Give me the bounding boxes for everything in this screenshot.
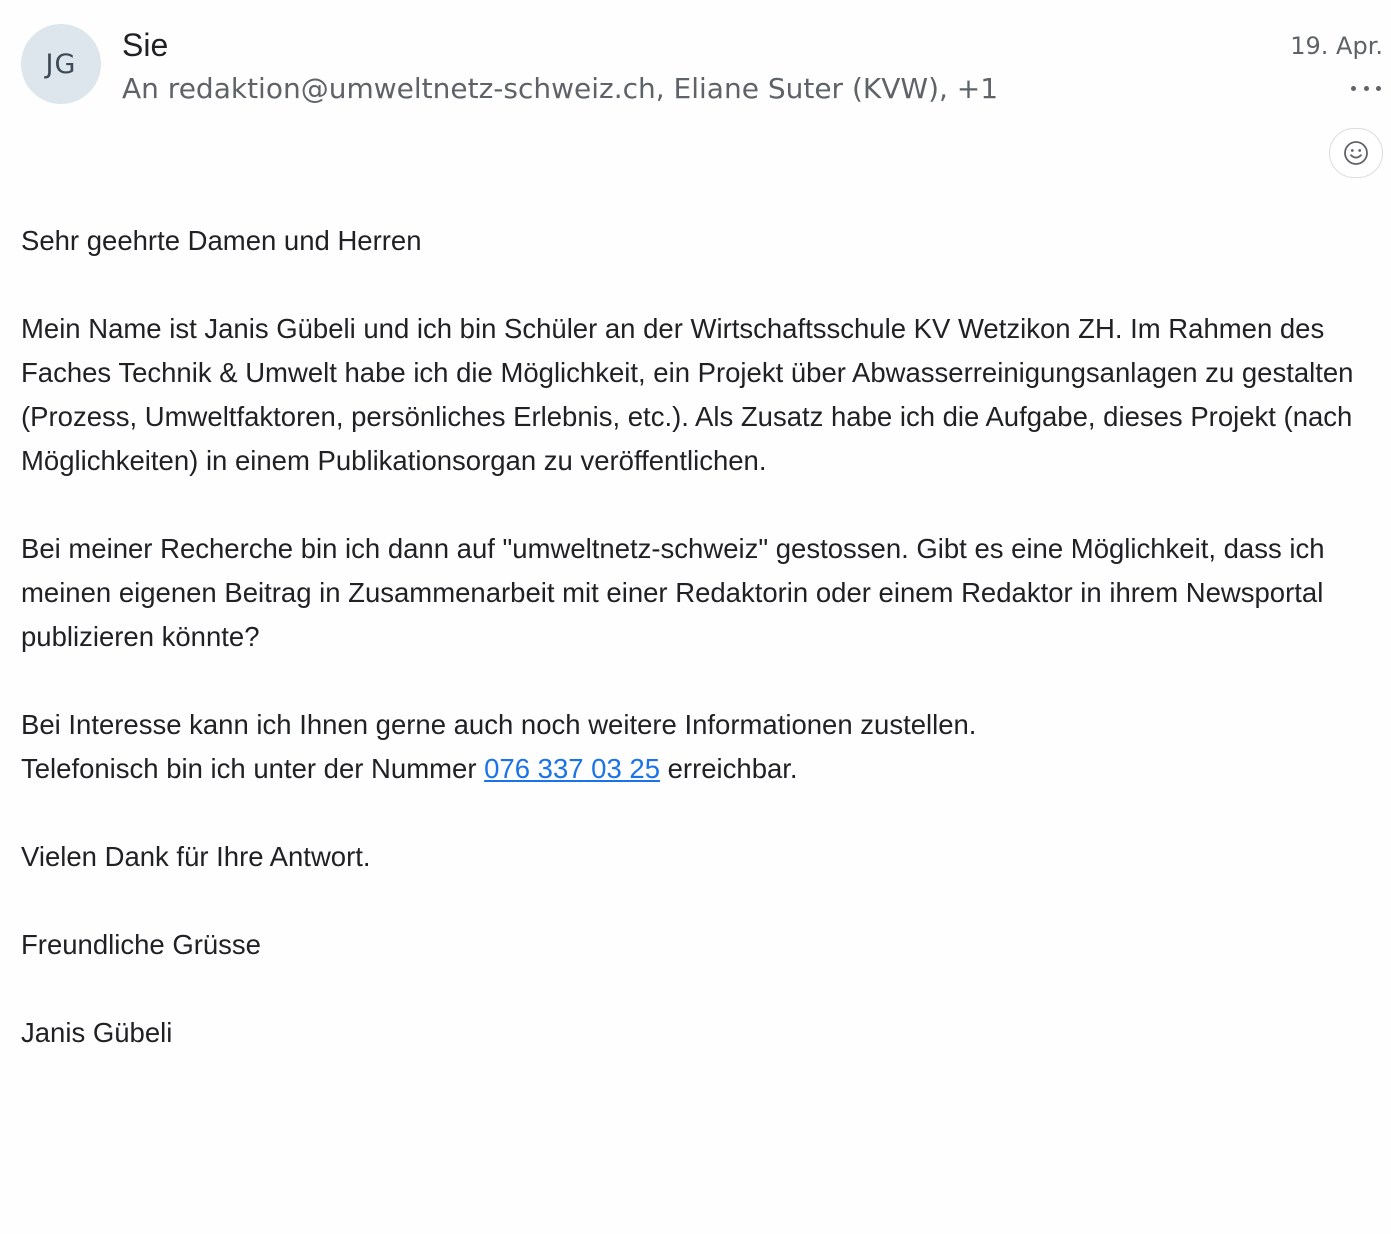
avatar[interactable]: JG <box>21 24 101 104</box>
more-dot <box>1364 86 1369 91</box>
phone-link[interactable]: 076 337 03 25 <box>484 753 660 784</box>
sender-name: Sie <box>122 27 169 63</box>
paragraph-request: Bei meiner Recherche bin ich dann auf "umweltnetz-schweiz" gestossen. Gibt es eine Möglichkeit, dass ich meinen eigenen Beitrag in Zusammenarbeit mit einer Redaktorin oder einem Redaktor in ihrem Newsportal publizieren könnte? <box>21 533 1325 652</box>
closing-line: Freundliche Grüsse <box>21 929 261 960</box>
paragraph-info: Bei Interesse kann ich Ihnen gerne auch noch weitere Informationen zustellen. <box>21 709 977 740</box>
phone-text-before: Telefonisch bin ich unter der Nummer <box>21 753 485 784</box>
message-body <box>21 219 1371 1099</box>
phone-text-after: erreichbar. <box>660 753 798 784</box>
smiley-icon <box>1343 140 1369 166</box>
add-reaction-button[interactable] <box>1329 128 1383 178</box>
signature: Janis Gübeli <box>21 1017 173 1048</box>
more-dot <box>1376 86 1381 91</box>
paragraph-intro: Mein Name ist Janis Gübeli und ich bin Schüler an der Wirtschaftsschule KV Wetzikon ZH. Im Rahmen des Faches Technik & Umwelt habe ich die Möglichkeit, ein Projekt über Abwasserreinigungsanlagen zu gestalten (Prozess, Umweltfaktoren, persönliches Erlebnis, etc.). Als Zusatz habe ich die Aufgabe, dieses Projekt (nach Möglichkeiten) in einem Publikationsorgan zu veröffentlichen. <box>21 313 1354 476</box>
recipients-line[interactable]: An redaktion@umweltnetz-schweiz.ch, Eliane Suter (KVW), +1 <box>122 72 999 105</box>
more-horizontal-icon[interactable] <box>1351 76 1381 100</box>
paragraph-phone <box>21 747 1371 791</box>
greeting: Sehr geehrte Damen und Herren <box>21 225 422 256</box>
more-dot <box>1351 86 1356 91</box>
thanks-line: Vielen Dank für Ihre Antwort. <box>21 841 371 872</box>
message-date: 19. Apr. <box>1290 32 1383 60</box>
